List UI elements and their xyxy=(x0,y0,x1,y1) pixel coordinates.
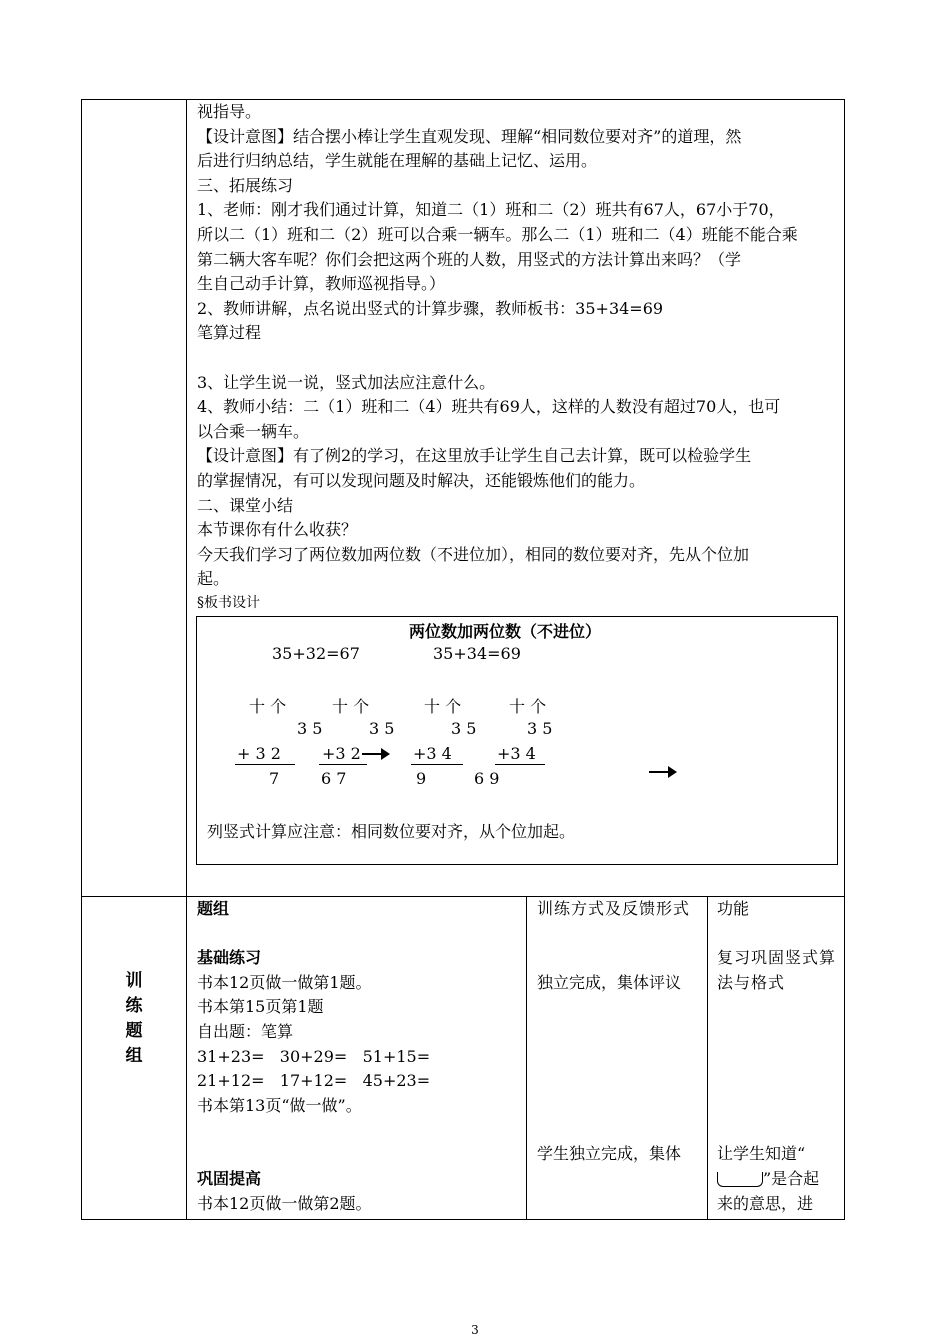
text-line: 生自己动手计算，教师巡视指导。） xyxy=(197,274,446,294)
method-cell xyxy=(527,897,708,1220)
place-header: 十 个 xyxy=(332,696,370,716)
board-note: 列竖式计算应注意：相同数位要对齐，从个位加起。 xyxy=(207,821,576,841)
section-label-cell xyxy=(82,897,187,1220)
lesson-text xyxy=(187,100,844,614)
text-line: 今天我们学习了两位数加两位数（不进位加），相同的数位要对齐，先从个位加 xyxy=(197,544,750,564)
section-heading: 三、拓展练习 xyxy=(197,175,294,195)
sum-line xyxy=(235,764,295,765)
text-line: 的掌握情况，有可以发现问题及时解决，还能锻炼他们的能力。 xyxy=(197,470,646,490)
addend-top: 3 5 xyxy=(297,718,323,738)
blank-line xyxy=(197,922,526,947)
board-title: 两位数加两位数（不进位） xyxy=(409,621,602,641)
text-line: 笔算过程 xyxy=(197,323,262,343)
text-line: 起。 xyxy=(197,569,230,589)
text-line: 本节课你有什么收获？ xyxy=(197,520,358,540)
place-header: 十 个 xyxy=(424,696,462,716)
text-line: 【设计意图】有了例2的学习，在这里放手让学生自己去计算，既可以检验学生 xyxy=(197,446,752,466)
exercise-item: 书本12页做一做第1题。 xyxy=(197,972,372,992)
text-line: 【设计意图】结合摆小棒让学生直观发现、理解“相同数位要对齐”的道理，然 xyxy=(197,126,742,146)
sum-result: 9 xyxy=(416,768,427,788)
advanced-practice-title: 巩固提高 xyxy=(197,1169,262,1189)
exercise-item: 书本第15页第1题 xyxy=(197,997,324,1017)
text-line: 4、教师小结：二（1）班和二（4）班共有69人，这样的人数没有超过70人，也可 xyxy=(197,397,781,417)
brace-icon xyxy=(717,1172,763,1187)
section-label-char: 训 xyxy=(125,971,143,991)
section-label-char: 题 xyxy=(125,1021,143,1041)
advanced-method: 学生独立完成，集体 xyxy=(537,1144,682,1164)
section-label-char: 组 xyxy=(125,1046,143,1066)
advanced-function-text: ”是合起 xyxy=(763,1168,820,1188)
board-equation-2: 35+34=69 xyxy=(433,643,521,663)
lesson-table xyxy=(81,99,845,1220)
left-column-cell xyxy=(82,100,187,897)
advanced-function: 来的意思，进 xyxy=(717,1193,814,1213)
addend-bottom: + 3 2 xyxy=(237,743,281,763)
sum-line xyxy=(495,764,545,765)
basic-practice-title: 基础练习 xyxy=(197,948,262,968)
exercise-group-cell xyxy=(187,897,527,1220)
advanced-function xyxy=(717,1167,844,1192)
lesson-content-cell xyxy=(187,100,845,897)
sum-result: 6 7 xyxy=(321,768,347,788)
section-label xyxy=(82,969,186,1069)
column-header-group: 题组 xyxy=(197,899,230,918)
sum-result: 7 xyxy=(269,768,280,788)
place-header: 十 个 xyxy=(249,696,287,716)
exercise-item: 书本第13页“做一做”。 xyxy=(197,1095,362,1115)
column-header-function: 功能 xyxy=(717,899,750,918)
exercise-item: 自出题：笔算 xyxy=(197,1021,294,1041)
text-line: 视指导。 xyxy=(197,102,262,121)
blank-line xyxy=(537,995,707,1142)
advanced-function: 让学生知道“ xyxy=(717,1144,806,1164)
text-line: 后进行归纳总结，学生就能在理解的基础上记忆、运用。 xyxy=(197,151,598,171)
addend-top: 3 5 xyxy=(527,718,553,738)
exercise-item: 书本12页做一做第2题。 xyxy=(197,1193,372,1213)
addend-top: 3 5 xyxy=(451,718,477,738)
text-line: 1、老师：刚才我们通过计算，知道二（1）班和二（2）班共有67人，67小于70， xyxy=(197,200,785,220)
page-number: 3 xyxy=(471,1323,479,1337)
arrow-icon xyxy=(362,753,388,755)
column-header-method: 训练方式及反馈形式 xyxy=(537,899,691,918)
board-design-box xyxy=(196,616,838,865)
board-equation-1: 35+32=67 xyxy=(272,643,360,663)
blank-line xyxy=(197,346,844,371)
place-header: 十 个 xyxy=(509,696,547,716)
sum-line xyxy=(411,764,463,765)
text-line: 第二辆大客车呢？你们会把这两个班的人数，用竖式的方法计算出来吗？（学 xyxy=(197,249,742,269)
blank-line xyxy=(717,922,844,947)
blank-line xyxy=(537,922,707,971)
text-line: 以合乘一辆车。 xyxy=(197,421,310,441)
section-label-char: 练 xyxy=(125,996,143,1016)
function-cell xyxy=(708,897,845,1220)
addend-bottom: +3 4 xyxy=(497,743,536,763)
addend-top: 3 5 xyxy=(369,718,395,738)
addend-bottom: +3 4 xyxy=(413,743,452,763)
text-line: 所以二（1）班和二（2）班可以合乘一辆车。那么二（1）班和二（4）班能不能合乘 xyxy=(197,224,798,244)
exercise-item: 31+23= 30+29= 51+15= xyxy=(197,1046,431,1066)
blank-line xyxy=(197,1118,526,1167)
sum-line xyxy=(319,764,367,765)
exercise-item: 21+12= 17+12= 45+23= xyxy=(197,1071,431,1091)
arrow-icon xyxy=(649,771,675,773)
section-heading: 二、课堂小结 xyxy=(197,495,294,515)
basic-method: 独立完成，集体评议 xyxy=(537,972,682,992)
board-design-label: §板书设计 xyxy=(197,594,260,611)
text-line: 3、让学生说一说，竖式加法应注意什么。 xyxy=(197,372,496,392)
basic-function: 复习巩固竖式算法与格式 xyxy=(717,948,837,992)
text-line: 2、教师讲解，点名说出竖式的计算步骤，教师板书：35+34=69 xyxy=(197,298,664,318)
blank-line xyxy=(717,995,844,1142)
sum-result: 6 9 xyxy=(474,768,500,788)
addend-bottom: +3 2 xyxy=(322,743,361,763)
